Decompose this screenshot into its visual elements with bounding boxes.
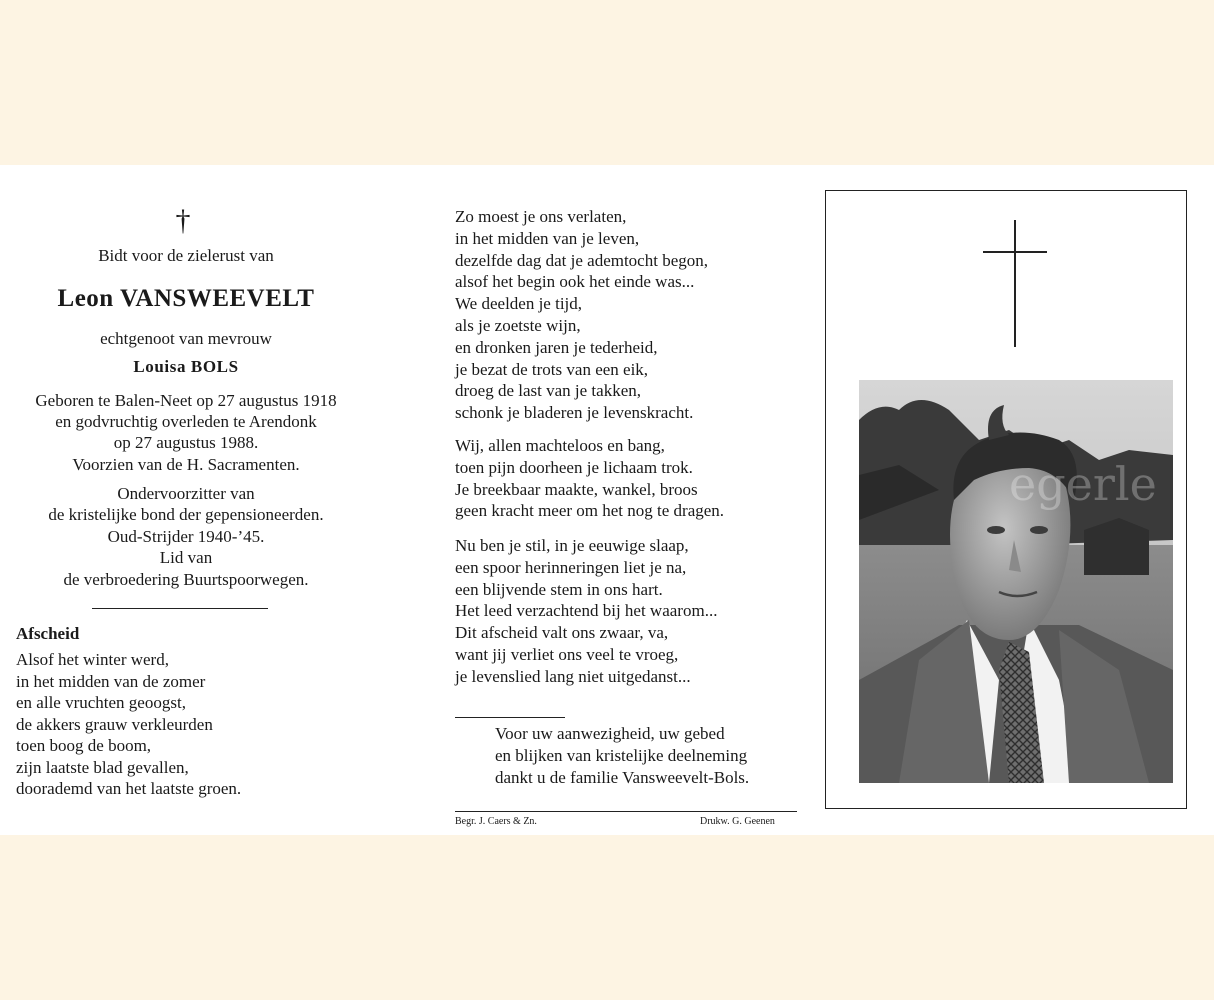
poem-line: zijn laatste blad gevallen, [16, 757, 189, 777]
poem-line: en alle vruchten geoogst, [16, 693, 186, 712]
poem-line: toen boog de boom, [16, 736, 152, 755]
poem-line: de akkers grauw verkleurden [16, 714, 213, 734]
poem-line: Je breekbaar maakte, wankel, broos [455, 479, 698, 499]
poem-left [16, 649, 241, 800]
poem-stanza-2 [455, 435, 724, 522]
spouse-name: Louisa BOLS [133, 357, 239, 376]
poem-line: alsof het begin ook het einde was... [455, 272, 695, 292]
bio-line: Geboren te Balen-Neet op 27 augustus 1918 [35, 391, 337, 410]
poem-line: schonk je bladeren je levenskracht. [455, 403, 694, 423]
poem-line: als je zoetste wijn, [455, 315, 581, 335]
poem-line: dezelfde dag dat je ademtocht begon, [455, 250, 708, 270]
watermark-text: egerle [1009, 457, 1157, 511]
poem-stanza-1 [455, 206, 708, 424]
poem-line: een spoor herinneringen liet je na, [455, 557, 687, 577]
poem-line: geen kracht meer om het nog te dragen. [455, 501, 725, 521]
deceased-name: Leon VANSWEEVELT [57, 285, 315, 312]
thanks-block [495, 723, 749, 789]
cross-icon-bar [983, 251, 1047, 253]
cross-icon [1014, 220, 1016, 347]
thanks-line: dankt u de familie Vansweevelt-Bols. [495, 768, 750, 787]
thanks-line: Voor uw aanwezigheid, uw gebed [495, 724, 725, 743]
portrait-photo [859, 380, 1173, 783]
poem-line: je levenslied lang niet uitgedanst... [455, 666, 691, 686]
undertaker-credit: Begr. J. Caers & Zn. [455, 816, 537, 827]
poem-title: Afscheid [16, 624, 80, 643]
role-line: Ondervoorzitter van [117, 484, 255, 503]
memorial-card [0, 165, 1214, 835]
poem-line: toen pijn doorheen je lichaam trok. [455, 457, 693, 477]
poem-line: want jij verliet ons veel te vroeg, [455, 644, 679, 664]
poem-stanza-3 [455, 535, 717, 688]
poem-line: en dronken jaren je tederheid, [455, 337, 658, 357]
poem-line: Zo moest je ons verlaten, [455, 207, 627, 226]
poem-line: in het midden van je leven, [455, 228, 640, 248]
poem-line: We deelden je tijd, [455, 294, 583, 314]
role-line: de verbroedering Buurtspoorwegen. [63, 570, 309, 589]
separator-line [455, 717, 565, 718]
printer-credit: Drukw. G. Geenen [700, 816, 775, 827]
poem-line: droeg de last van je takken, [455, 381, 641, 401]
thanks-line: en blijken van kristelijke deelneming [495, 746, 748, 765]
poem-line: dooradem‌d van het laatste groen. [16, 779, 242, 798]
role-line: Oud-Strijder 1940-’45. [107, 527, 265, 546]
bio-line: en godvruchtig overleden te Arendonk [55, 412, 317, 431]
cross-icon: † [175, 204, 191, 237]
role-line: de kristelijke bond der gepensioneerden. [48, 505, 324, 524]
prayer-line: Bidt voor de zielerust van [98, 246, 274, 265]
portrait-image [859, 380, 1173, 783]
separator-line [92, 608, 268, 609]
photo-frame [825, 190, 1187, 809]
poem-line: Nu ben je stil, in je eeuwige slaap, [455, 536, 689, 555]
bio-line: op 27 augustus 1988. [113, 433, 259, 452]
poem-line: een blijvende stem in ons hart. [455, 579, 663, 599]
poem-line: Wij, allen machteloos en bang, [455, 436, 665, 455]
poem-line: Het leed verzachtend bij het waarom... [455, 601, 718, 621]
poem-line: je bezat de trots van een eik, [455, 359, 649, 379]
role-line: Lid van [159, 548, 213, 567]
spouse-intro: echtgenoot van mevrouw [100, 329, 272, 348]
bio-line: Voorzien van de H. Sacramenten. [72, 455, 300, 474]
poem-line: Alsof het winter werd, [16, 650, 169, 669]
footer-rule [455, 811, 797, 812]
poem-line: in het midden van de zomer [16, 671, 206, 691]
poem-line: Dit afscheid valt ons zwaar, va, [455, 623, 669, 643]
